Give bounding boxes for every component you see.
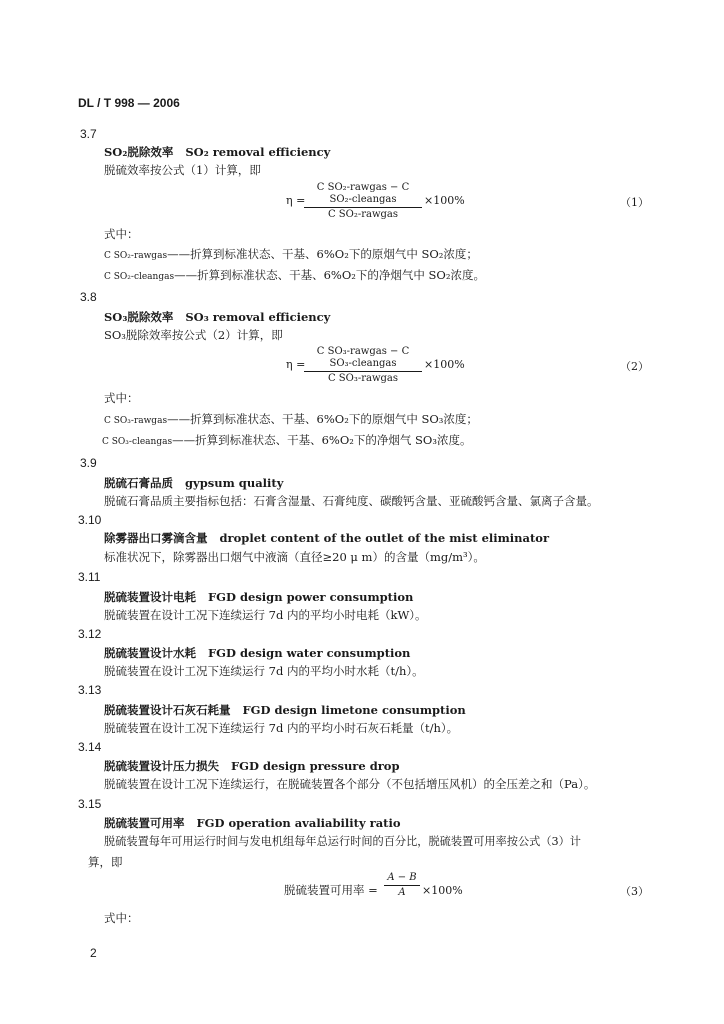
equation-fraction xyxy=(304,346,422,385)
section-title xyxy=(104,645,410,661)
section-number: 3.14 xyxy=(78,740,102,754)
definition-text: ——折算到标准状态、干基、6%O₂下的原烟气中 SO₃浓度； xyxy=(167,412,478,426)
section-title xyxy=(104,309,330,325)
where-label: 式中： xyxy=(104,391,139,405)
definition-symbol: C SO₃-rawgas xyxy=(104,416,168,426)
equation-tail: ×100% xyxy=(422,884,463,897)
section-title-cn: 除雾器出口雾滴含量 xyxy=(104,531,208,545)
section-title xyxy=(104,702,466,718)
section-number: 3.8 xyxy=(80,290,97,304)
section-body: 脱硫装置在设计工况下连续运行 7d 内的平均小时石灰石耗量（t/h）。 xyxy=(104,721,459,735)
section-number: 3.9 xyxy=(80,456,97,470)
section-title-cn: SO₃脱除效率 xyxy=(104,310,174,324)
section-body: 脱硫装置在设计工况下连续运行 7d 内的平均小时水耗（t/h）。 xyxy=(104,664,424,678)
section-title-en: FGD design water consumption xyxy=(208,646,411,660)
page-number: 2 xyxy=(90,946,97,960)
section-body: SO₃脱除效率按公式（2）计算，即 xyxy=(104,328,283,342)
section-title xyxy=(104,758,400,774)
equation-denominator: C SO₂-rawgas xyxy=(327,209,399,220)
equation-fraction xyxy=(304,182,422,221)
section-title-en: FGD design power consumption xyxy=(208,590,414,604)
section-title xyxy=(104,589,413,605)
section-number: 3.15 xyxy=(78,797,102,811)
section-number: 3.7 xyxy=(80,127,97,141)
equation-tail: ×100% xyxy=(424,358,465,371)
section-body: 脱硫装置在设计工况下连续运行，在脱硫装置各个部分（不包括增压风机）的全压差之和（Pa）。 xyxy=(104,777,596,791)
equation-tail: ×100% xyxy=(424,194,465,207)
section-body: 脱硫装置在设计工况下连续运行 7d 内的平均小时电耗（kW）。 xyxy=(104,608,427,622)
section-body-continued: 算，即 xyxy=(88,855,123,869)
equation-number: （1） xyxy=(620,196,649,209)
fraction-bar xyxy=(384,885,420,886)
section-title-cn: 脱硫装置设计石灰石耗量 xyxy=(104,703,231,717)
definition-symbol: C SO₂-cleangas xyxy=(104,272,175,282)
equation-lhs: η = xyxy=(286,358,306,371)
equation-fraction xyxy=(384,872,420,899)
section-title xyxy=(104,475,283,491)
definition-text: ——折算到标准状态、干基、6%O₂下的净烟气 SO₃浓度。 xyxy=(172,433,472,447)
definition-line xyxy=(104,267,485,283)
equation-numerator: A − B xyxy=(387,872,417,883)
equation-lhs: 脱硫装置可用率 = xyxy=(284,883,378,897)
section-title-en: FGD operation avaliability ratio xyxy=(196,816,401,830)
document-id: DL / T 998 — 2006 xyxy=(78,96,180,110)
section-title-en: FGD design pressure drop xyxy=(231,759,400,773)
equation-denominator: A xyxy=(398,887,406,898)
equation-number: （2） xyxy=(620,360,649,373)
equation-lhs: η = xyxy=(286,194,306,207)
section-body: 脱硫装置每年可用运行时间与发电机组每年总运行时间的百分比，脱硫装置可用率按公式（3）计 xyxy=(104,835,581,848)
where-label: 式中： xyxy=(104,227,139,241)
definition-text: ——折算到标准状态、干基、6%O₂下的原烟气中 SO₂浓度； xyxy=(167,247,478,261)
section-title-en: gypsum quality xyxy=(185,476,284,490)
section-title-cn: SO₂脱除效率 xyxy=(104,145,174,159)
section-body: 标准状况下，除雾器出口烟气中液滴（直径≥20 μ m）的含量（mg/m³）。 xyxy=(104,550,485,564)
definition-line xyxy=(104,246,478,262)
definition-text: ——折算到标准状态、干基、6%O₂下的净烟气中 SO₂浓度。 xyxy=(174,268,485,282)
equation-number: （3） xyxy=(620,885,649,898)
fraction-bar xyxy=(304,371,422,372)
definition-symbol: C SO₃-cleangas xyxy=(102,437,173,447)
section-body: 脱硫石膏品质主要指标包括：石膏含湿量、石膏纯度、碳酸钙含量、亚硫酸钙含量、氯离子含量。 xyxy=(104,494,599,508)
fraction-bar xyxy=(304,207,422,208)
section-title-en: FGD design limetone consumption xyxy=(242,703,466,717)
equation-numerator: C SO₃-rawgas − C SO₃-cleangas xyxy=(316,346,410,369)
section-title-cn: 脱硫装置设计压力损失 xyxy=(104,759,219,773)
section-number: 3.12 xyxy=(78,627,102,641)
definition-symbol: C SO₂-rawgas xyxy=(104,251,168,261)
section-title xyxy=(104,530,549,546)
section-title xyxy=(104,815,401,831)
section-number: 3.10 xyxy=(78,513,102,527)
equation-numerator: C SO₂-rawgas − C SO₂-cleangas xyxy=(316,182,410,205)
definition-line xyxy=(102,432,471,448)
section-title xyxy=(104,144,330,160)
section-title-en: SO₂ removal efficiency xyxy=(185,145,331,159)
where-label: 式中： xyxy=(104,911,139,925)
section-title-cn: 脱硫装置设计水耗 xyxy=(104,646,196,660)
section-title-cn: 脱硫装置可用率 xyxy=(104,816,185,830)
section-title-cn: 脱硫石膏品质 xyxy=(104,476,173,490)
definition-line xyxy=(104,411,478,427)
section-number: 3.11 xyxy=(78,570,101,584)
section-title-en: SO₃ removal efficiency xyxy=(185,310,331,324)
section-number: 3.13 xyxy=(78,683,102,697)
equation-denominator: C SO₃-rawgas xyxy=(327,373,399,384)
section-title-cn: 脱硫装置设计电耗 xyxy=(104,590,196,604)
section-title-en: droplet content of the outlet of the mist eliminator xyxy=(219,531,550,545)
section-body: 脱硫效率按公式（1）计算，即 xyxy=(104,163,261,177)
